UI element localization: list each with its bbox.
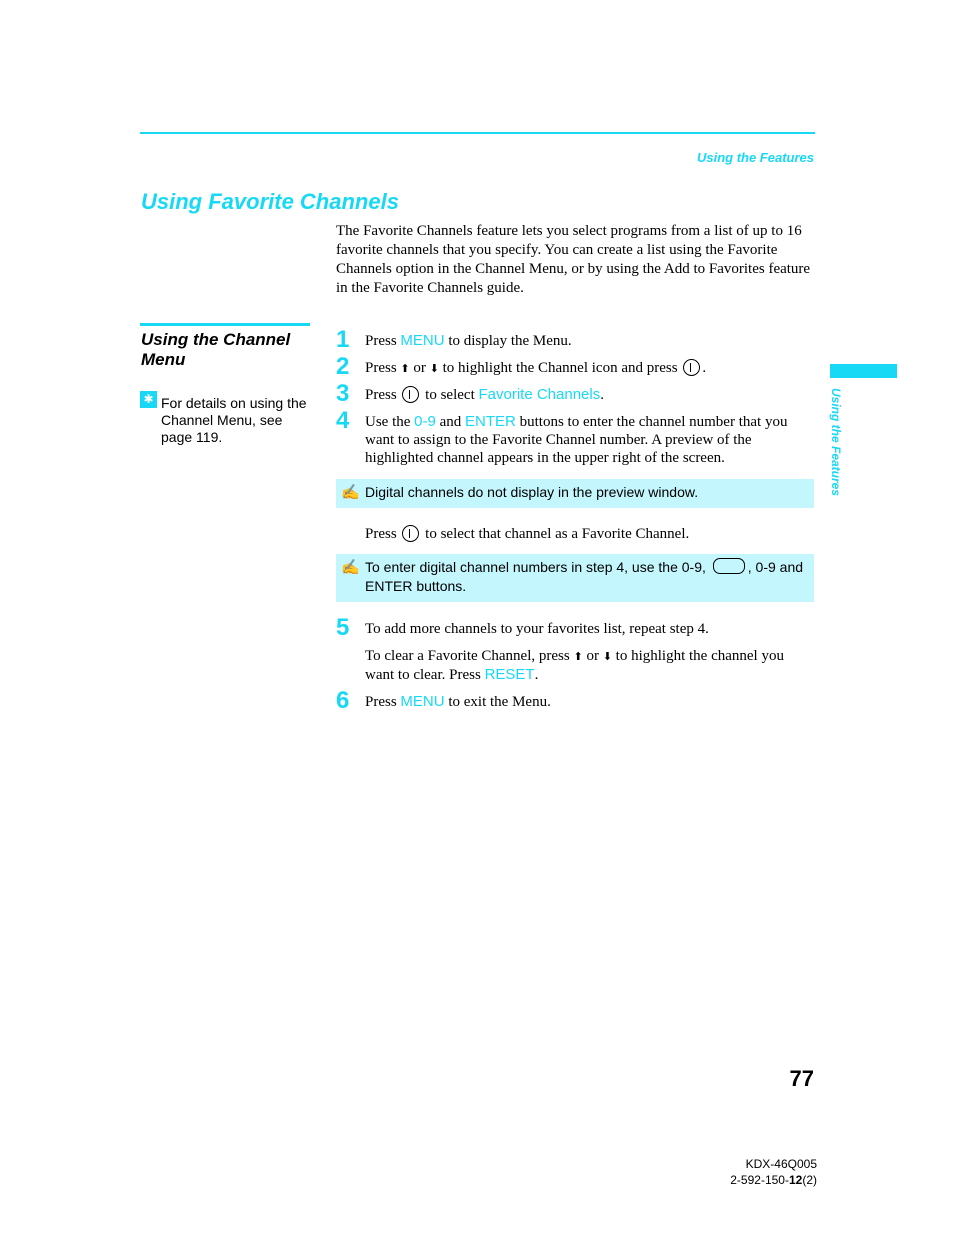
up-arrow-icon: ⬆ xyxy=(573,650,583,663)
note-box xyxy=(336,554,814,602)
favorite-channels-option-ref: Favorite Channels xyxy=(478,386,601,403)
lightbulb-icon: ✱ xyxy=(140,391,157,408)
section-tab xyxy=(830,364,897,378)
step-3: 3 Press to select Favorite Channels. xyxy=(336,380,604,407)
tip-text: For details on using the Channel Menu, see page 119. xyxy=(161,395,307,445)
step-number: 6 xyxy=(336,687,350,714)
model-number: KDX-46Q005 xyxy=(745,1157,817,1171)
pencil-icon: ✍ xyxy=(341,484,360,501)
up-arrow-icon: ⬆ xyxy=(400,362,410,375)
note-box xyxy=(336,479,814,508)
note-text: Digital channels do not display in the preview window. xyxy=(365,484,699,500)
pencil-icon: ✍ xyxy=(341,559,360,576)
header-rule xyxy=(140,132,815,134)
step-1: 1 Press MENU to display the Menu. xyxy=(336,326,572,353)
step-5: 5 To add more channels to your favorites list, repeat step 4. xyxy=(336,614,709,641)
enter-button-ref: ENTER xyxy=(465,413,516,430)
joystick-button-icon xyxy=(683,359,700,376)
section-tab-label: Using the Features xyxy=(829,388,843,497)
step-number: 2 xyxy=(336,353,350,380)
sidebar-heading: Using the Channel Menu xyxy=(141,330,291,369)
running-header: Using the Features xyxy=(696,150,814,165)
note-text: To enter digital channel numbers in step 4, use the 0-9, , 0-9 and ENTER buttons. xyxy=(365,559,804,594)
joystick-button-icon xyxy=(402,386,419,403)
document-code: 2-592-150-12(2) xyxy=(730,1173,817,1187)
tip-box xyxy=(140,391,310,446)
step-number: 3 xyxy=(336,380,350,407)
footer xyxy=(730,1156,817,1188)
down-arrow-icon: ⬇ xyxy=(429,362,439,375)
menu-button-ref: MENU xyxy=(400,693,445,710)
down-arrow-icon: ⬇ xyxy=(602,650,612,663)
reset-button-ref: RESET xyxy=(484,666,535,683)
step-4: 4 Use the 0-9 and ENTER buttons to enter the channel number that you want to assign to the Favorite Channel number. A preview of the highlighted channel appears in the upper right of the screen. xyxy=(336,407,788,466)
menu-button-ref: MENU xyxy=(400,332,445,349)
joystick-button-icon xyxy=(402,525,419,542)
dash-button-icon xyxy=(713,558,745,574)
page-number: 77 xyxy=(789,1066,814,1091)
step-2: 2 Press ⬆ or ⬇ to highlight the Channel icon and press . xyxy=(336,353,707,380)
step-6: 6 Press MENU to exit the Menu. xyxy=(336,687,551,714)
intro-paragraph: The Favorite Channels feature lets you select programs from a list of up to 16 favorite channels that you specify. You can create a list using the Favorite Channels option in the Channel Menu, or by using the Add to Favorites feature in the Favorite Channels guide. xyxy=(336,223,811,296)
clear-favorite-paragraph: To clear a Favorite Channel, press ⬆ or ⬇ to highlight the channel you want to clear. Press RESET. xyxy=(365,648,784,683)
digit-buttons-ref: 0-9 xyxy=(414,413,436,430)
press-select-paragraph: Press to select that channel as a Favorite Channel. xyxy=(365,526,690,542)
page-title: Using Favorite Channels xyxy=(141,189,399,214)
sidebar-rule xyxy=(140,323,310,326)
step-number: 5 xyxy=(336,614,350,641)
step-number: 1 xyxy=(336,326,350,353)
step-number: 4 xyxy=(336,407,350,434)
